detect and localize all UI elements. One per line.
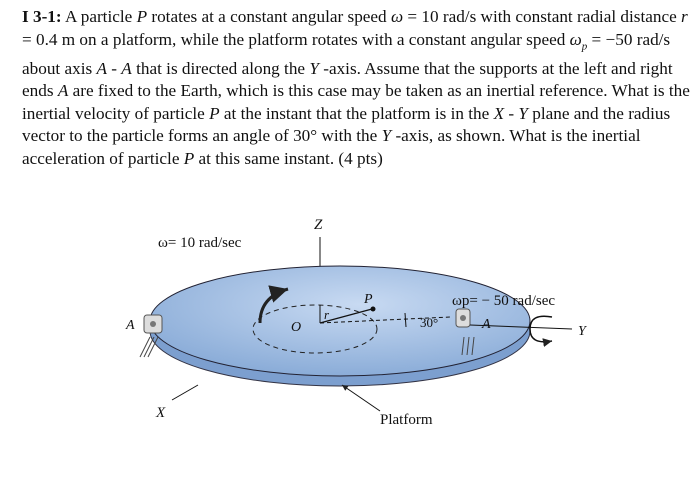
- text-run: A particle: [61, 7, 137, 26]
- text-run: at the instant that the platform is in the: [219, 103, 494, 123]
- particle-p: [371, 307, 376, 312]
- problem-body: [22, 7, 690, 168]
- math-variable: A: [57, 81, 69, 101]
- math-variable: Y: [518, 103, 528, 123]
- text-run: rotates at a constant angular speed: [147, 7, 391, 26]
- math-variable: P: [209, 103, 220, 123]
- math-variable: A: [96, 58, 107, 78]
- text-run: that is directed along the: [131, 58, 310, 78]
- text-run: at this same instant. (4 pts): [194, 149, 383, 168]
- z-axis-label: Z: [314, 217, 323, 233]
- text-run: = −50 rad/s about axis: [22, 29, 671, 78]
- point-p-label: P: [364, 292, 373, 307]
- omega-label: ω= 10 rad/sec: [158, 235, 242, 251]
- omega-p-arrow: [530, 316, 552, 342]
- problem-number: I 3-1:: [22, 7, 62, 26]
- platform-disk: [150, 266, 530, 376]
- math-subscript: p: [581, 40, 588, 53]
- math-variable: X: [493, 103, 505, 123]
- math-variable: ω: [390, 7, 404, 26]
- radius-r-label: r: [324, 307, 330, 322]
- text-run: -: [106, 58, 122, 78]
- math-variable: P: [183, 149, 195, 168]
- point-o-label: O: [291, 320, 302, 335]
- math-variable: A: [121, 58, 132, 78]
- math-variable: P: [136, 7, 148, 26]
- math-variable: Y: [309, 58, 319, 78]
- omega-p-label: ωp= − 50 rad/sec: [452, 293, 556, 309]
- y-axis-label: Y: [578, 324, 586, 339]
- math-variable: r: [681, 7, 688, 26]
- text-run: -axis. Assume that the supports at the left and right ends: [22, 58, 673, 101]
- text-run: = 0.4 m on a platform, while the platform rotates with a constant angular speed: [22, 29, 570, 49]
- text-run: = 10 rad/s with constant radial distance: [403, 7, 682, 26]
- text-run: -axis, as shown. What is the inertial acceleration of particle: [22, 126, 641, 168]
- support-a-left-label: A: [126, 318, 135, 333]
- x-axis-label: X: [156, 405, 166, 421]
- text-run: are fixed to the Earth, which is this case may be taken as an inertial reference. What is the inertial velocity of particle: [22, 81, 690, 123]
- platform-label: Platform: [380, 412, 433, 428]
- figure: [110, 205, 620, 445]
- text-run: -: [504, 103, 519, 123]
- x-axis: [172, 385, 198, 400]
- math-variable: Y: [381, 126, 392, 146]
- platform-pointer: [342, 385, 380, 411]
- support-a-right-label: A: [482, 317, 491, 332]
- problem-statement: [22, 6, 692, 171]
- math-variable: ω: [569, 29, 582, 49]
- text-run: plane and the radius vector to the particle forms an angle of 30° with the: [22, 103, 671, 146]
- angle-label: 30°: [420, 315, 439, 330]
